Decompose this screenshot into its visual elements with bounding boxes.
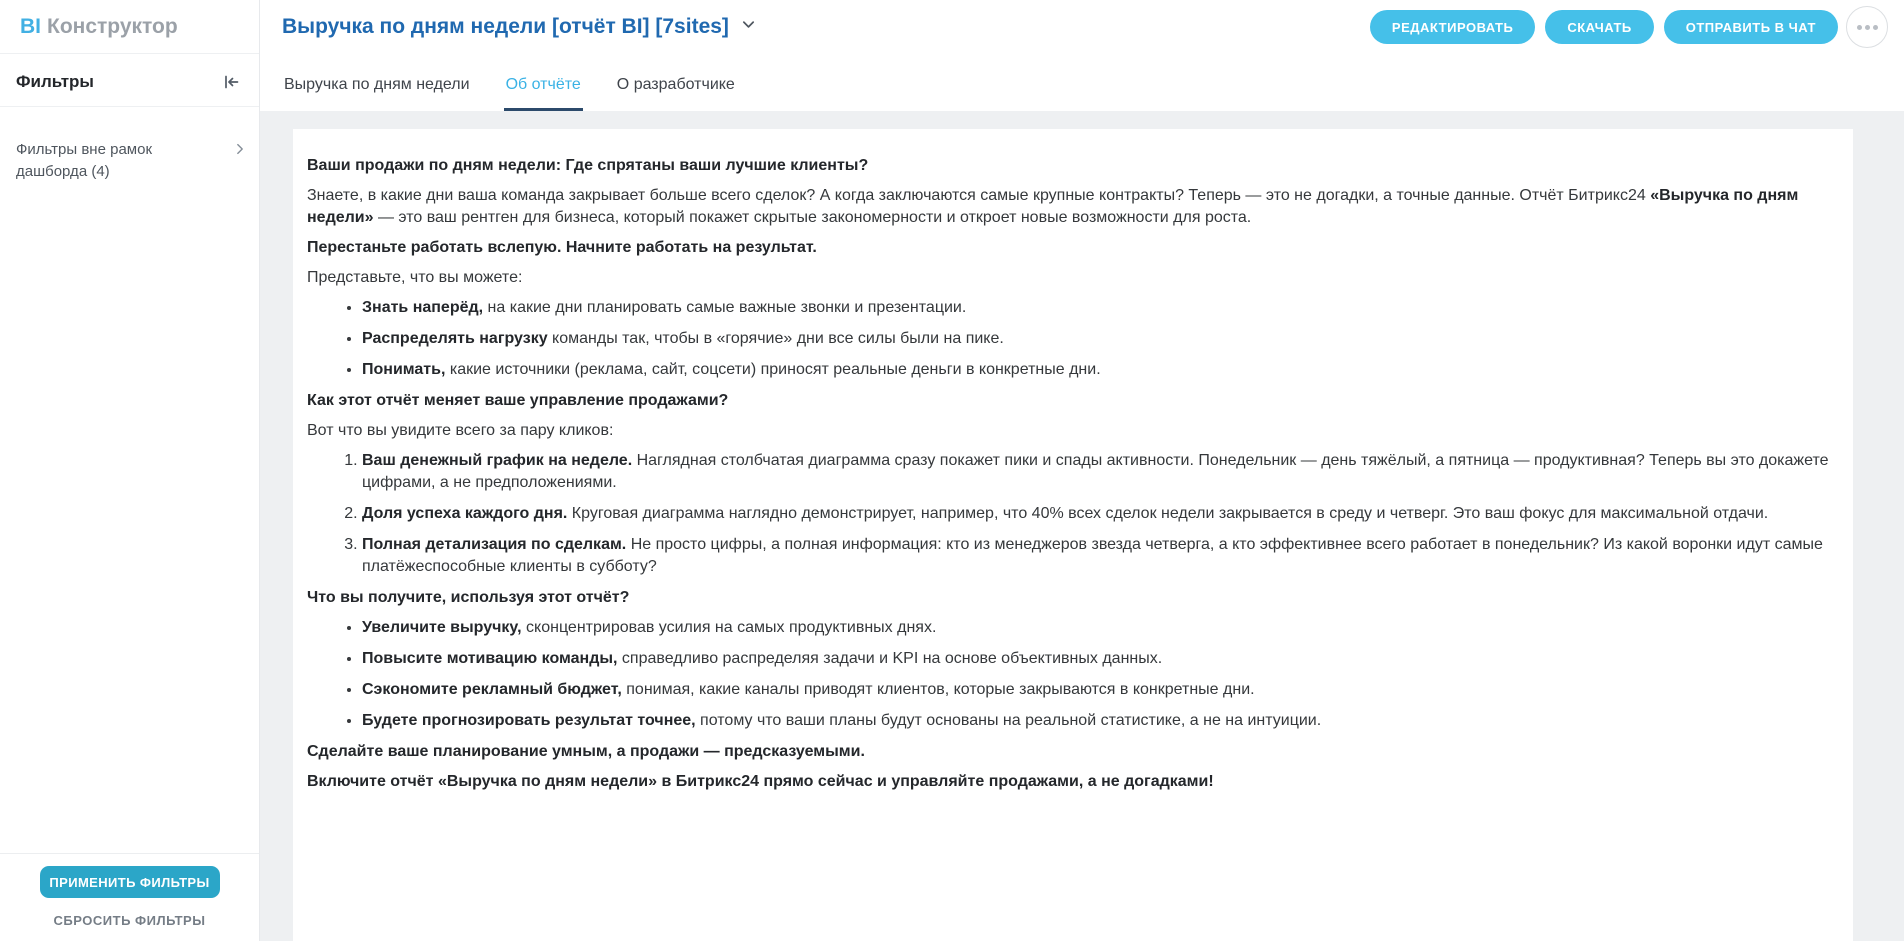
article [307,155,1833,793]
article-paragraph: Представьте, что вы можете: [307,269,523,286]
filters-title: Фильтры [16,72,94,91]
tab-about-report[interactable]: Об отчёте [504,68,583,111]
dot-icon [1873,25,1878,30]
dashboard-title-dropdown[interactable] [282,15,756,39]
list-item: 3. Полная детализация по сделкам. Не просто цифры, а полная информация: кто из менеджеров звезда четверга, а кто эффективнее всего работает в понедельник? Из какой воронки идут самые платёжеспособные клиенты в субботу? [362,534,1833,578]
dot-icon [1857,25,1862,30]
main-area [260,0,1904,941]
collapse-sidebar-icon[interactable] [219,70,243,94]
main-header [260,0,1904,54]
header-buttons [1370,10,1838,44]
logo-text: Конструктор [47,14,178,38]
list-item: 2. Доля успеха каждого дня. Круговая диаграмма наглядно демонстрирует, например, что 40% всех сделок недели закрывается в среду и четверг. Это ваш фокус для максимальной отдачи. [362,503,1833,525]
list-item: • Распределять нагрузку команды так, чтобы в «горячие» дни все силы были на пике. [362,328,1833,350]
tab-revenue-by-weekday[interactable]: Выручка по дням недели [284,76,470,93]
app-logo [0,0,259,54]
article-heading: Как этот отчёт меняет ваше управление продажами? [307,392,729,409]
logo-bi: BI [20,14,41,38]
article-paragraph: Знаете, в какие дни ваша команда закрывает больше всего сделок? А когда заключаются самые крупные контракты? Теперь — это не догадки, а точные данные. Отчёт Битрикс24 «Выручка по дням недели» — это ваш рентген для бизнеса, который покажет скрытые закономерности и откроет новые возможности для роста. [307,187,1799,226]
list-item: • Знать наперёд, на какие дни планировать самые важные звонки и презентации. [362,297,1833,319]
page-title: Выручка по дням недели [отчёт BI] [7sites] [282,15,729,38]
article-paragraph: Вот что вы увидите всего за пару кликов: [307,422,614,439]
reset-filters-button[interactable]: СБРОСИТЬ ФИЛЬТРЫ [53,913,206,928]
chevron-down-icon [741,17,756,37]
sidebar [0,0,260,941]
more-button[interactable] [1846,6,1888,48]
download-button[interactable]: СКАЧАТЬ [1545,10,1653,44]
send-to-chat-button[interactable]: ОТПРАВИТЬ В ЧАТ [1664,10,1838,44]
report-description-card [293,129,1853,941]
content-area [260,111,1904,941]
list-item: • Увеличите выручку, сконцентрировав усилия на самых продуктивных днях. [362,617,1833,639]
sidebar-footer [0,853,259,941]
article-heading: Ваши продажи по дням недели: Где спрятаны ваши лучшие клиенты? [307,157,869,174]
tab-about-developer[interactable]: О разработчике [616,76,735,93]
article-heading: Включите отчёт «Выручка по дням недели» в Битрикс24 прямо сейчас и управляйте продажами, а не догадками! [307,773,1214,790]
list-item: • Понимать, какие источники (реклама, сайт, соцсети) приносят реальные деньги в конкретные дни. [362,359,1833,381]
list-item: 1. Ваш денежный график на неделе. Наглядная столбчатая диаграмма сразу покажет пики и спады активности. Понедельник — день тяжёлый, а пятница — продуктивная? Теперь вы это докажете цифрами, а не предположениями. [362,450,1833,494]
apply-filters-button[interactable]: ПРИМЕНИТЬ ФИЛЬТРЫ [40,866,220,898]
article-ul [307,617,1833,732]
article-heading: Сделайте ваше планирование умным, а продажи — предсказуемыми. [307,743,865,760]
list-item: • Сэкономите рекламный бюджет, понимая, какие каналы приводят клиентов, которые закрываются в конкретные дни. [362,679,1833,701]
dot-icon [1865,25,1870,30]
article-ol [307,450,1833,578]
article-ul [307,297,1833,381]
filter-group-outside-dashboard[interactable] [0,107,259,183]
article-heading: Что вы получите, используя этот отчёт? [307,589,630,606]
chevron-right-icon [233,142,247,161]
tabs [260,54,1904,111]
filters-header [0,54,259,107]
filter-group-label: Фильтры вне рамок дашборда (4) [16,141,153,180]
list-item: • Будете прогнозировать результат точнее, потому что ваши планы будут основаны на реальной статистике, а не на интуиции. [362,710,1833,732]
list-item: • Повысите мотивацию команды, справедливо распределяя задачи и KPI на основе объективных данных. [362,648,1833,670]
edit-button[interactable]: РЕДАКТИРОВАТЬ [1370,10,1535,44]
article-heading: Перестаньте работать вслепую. Начните работать на результат. [307,239,817,256]
